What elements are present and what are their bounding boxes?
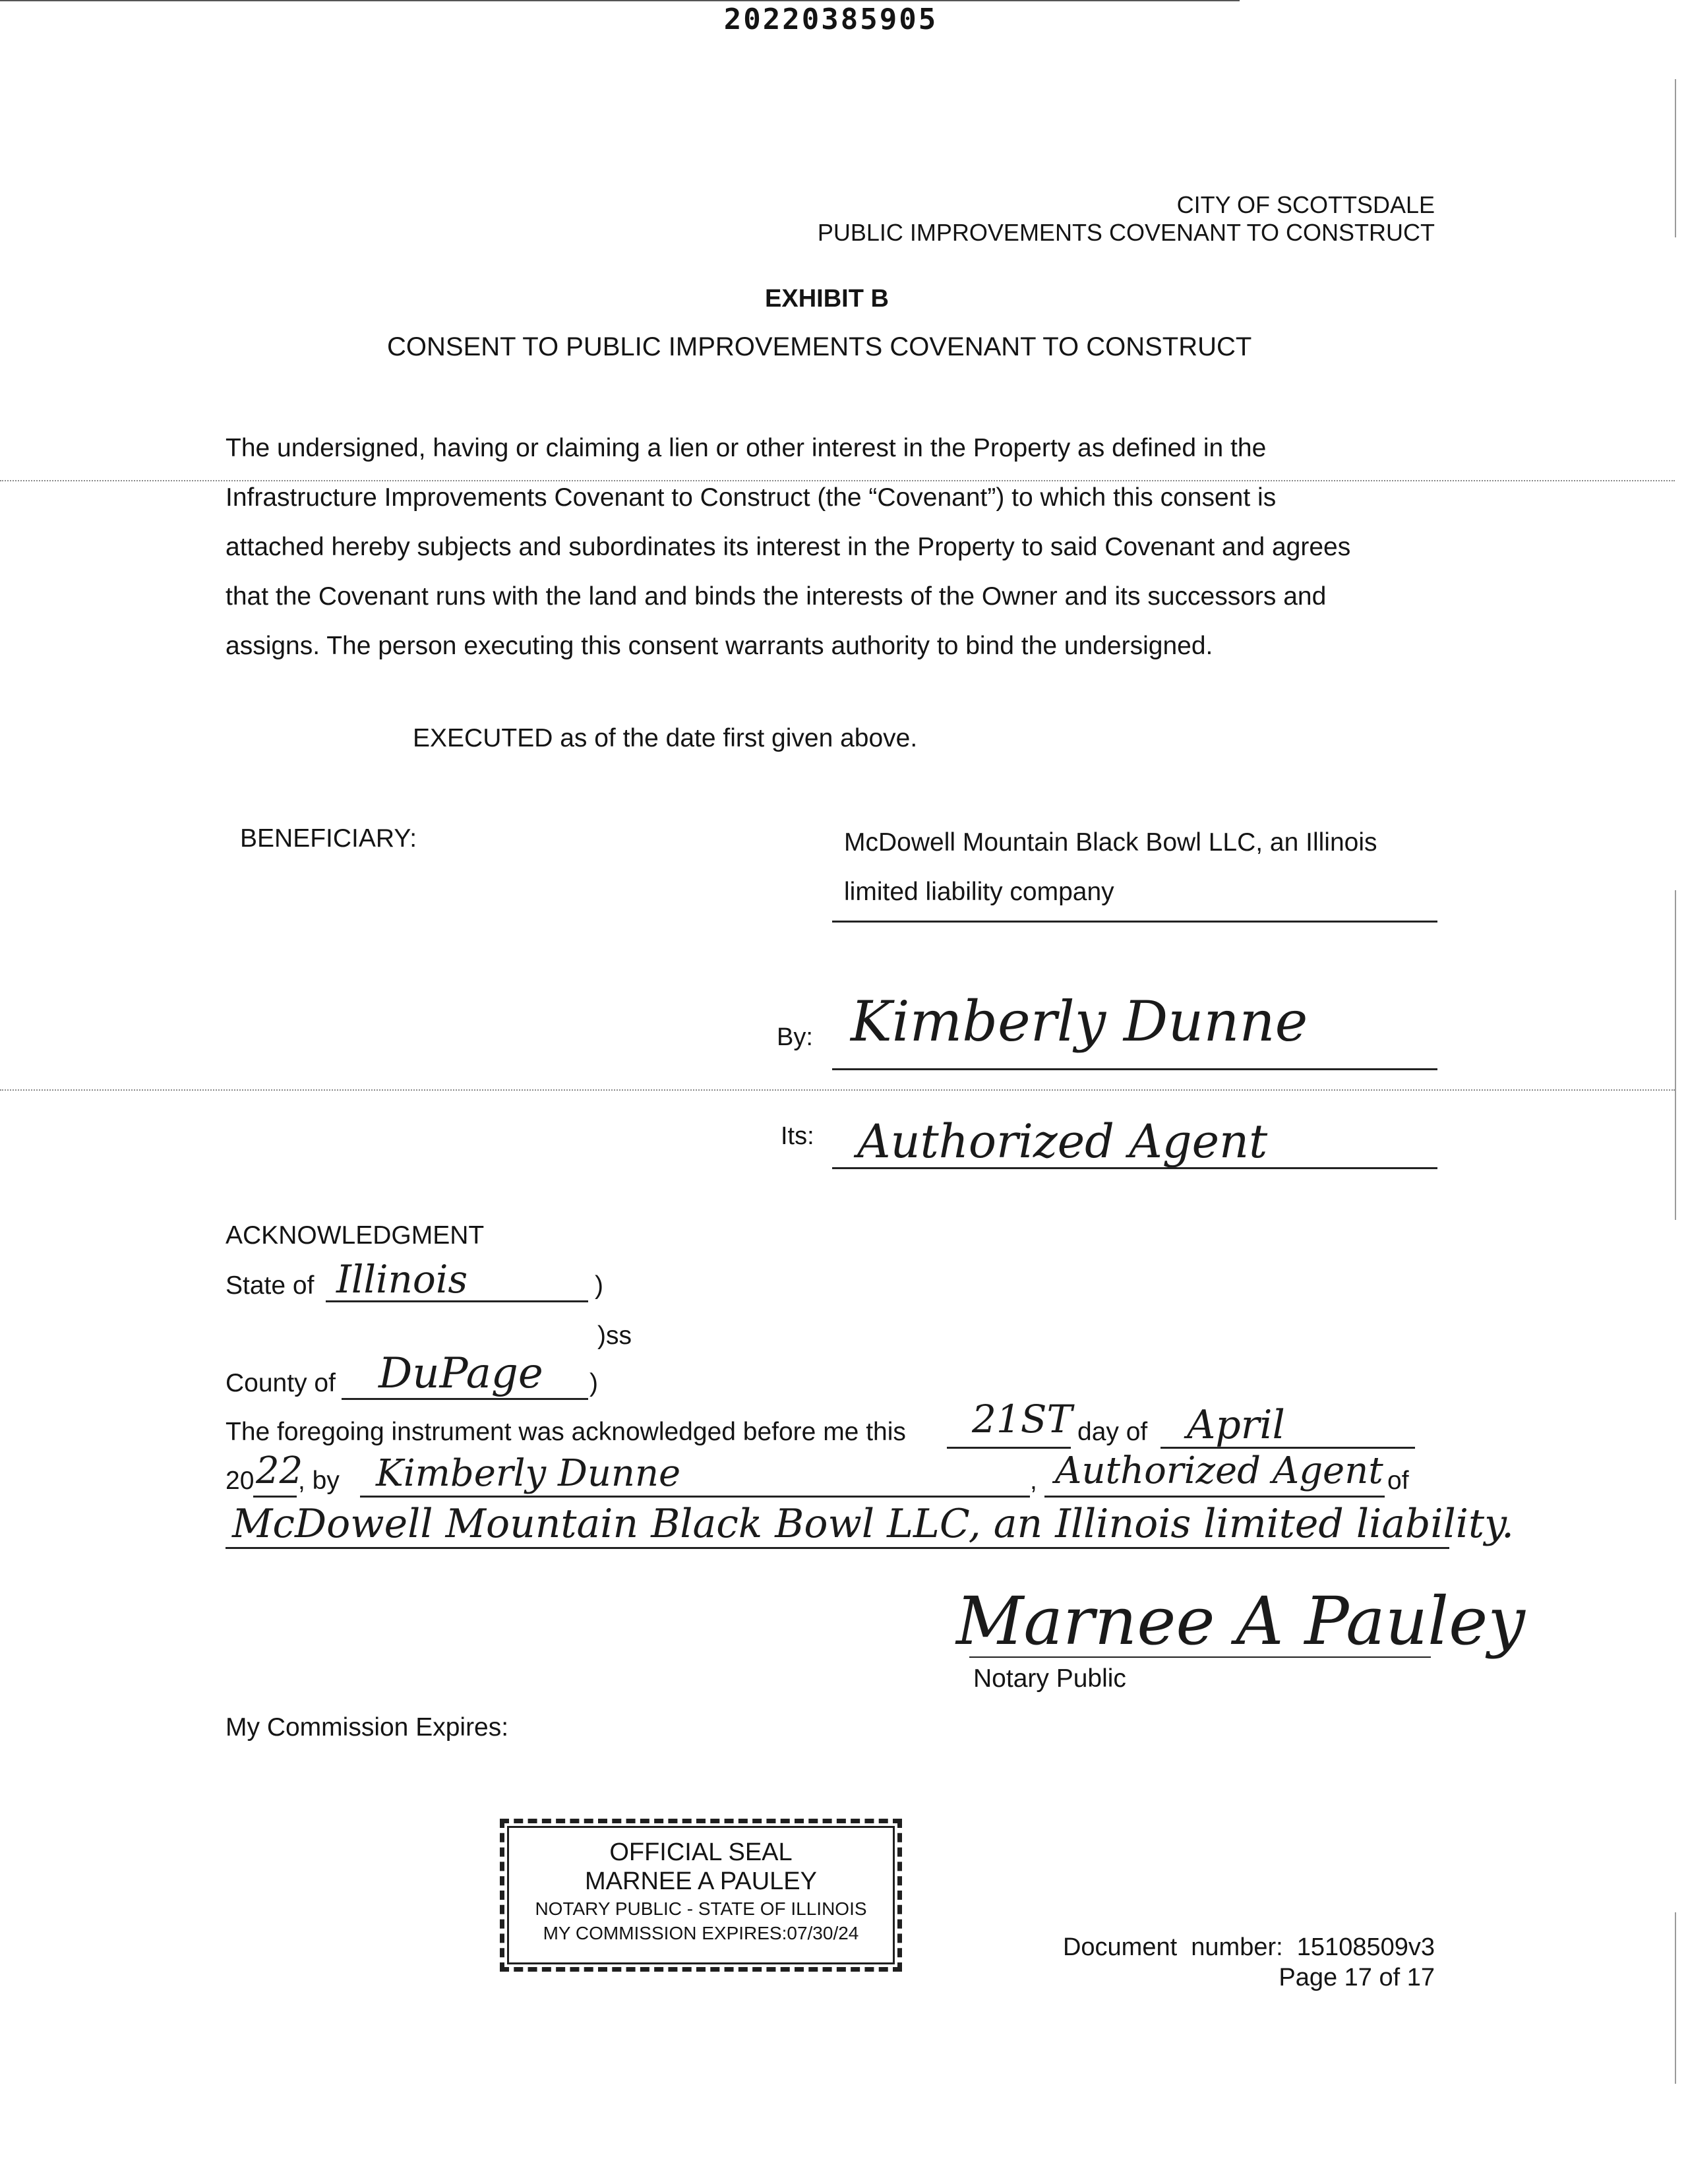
by-signature-line [832, 1068, 1437, 1070]
scan-edge-mark [1675, 79, 1676, 237]
acknowledgment-sentence: The foregoing instrument was acknowledged before me this [226, 1418, 906, 1446]
year-prefix: 20 [226, 1467, 255, 1495]
its-label: Its: [781, 1122, 814, 1150]
person-value: Kimberly Dunne [376, 1452, 681, 1495]
acknowledgment-heading: ACKNOWLEDGMENT [226, 1221, 485, 1250]
month-underline [1160, 1447, 1415, 1449]
scan-edge-mark [1675, 1912, 1676, 2084]
paragraph-line: attached hereby subjects and subordinates its interest in the Property to said Covenant and agrees [226, 533, 1351, 561]
seal-line: MY COMMISSION EXPIRES:07/30/24 [543, 1923, 859, 1943]
header-title: PUBLIC IMPROVEMENTS COVENANT TO CONSTRUCT [817, 219, 1435, 246]
year-by-label: , by [298, 1467, 340, 1495]
notary-signature: Marnee A Pauley [956, 1583, 1525, 1660]
county-paren: ) [589, 1369, 598, 1397]
county-value: DuPage [378, 1349, 543, 1398]
recording-number: 20220385905 [723, 3, 938, 36]
notary-public-label: Notary Public [973, 1664, 1126, 1693]
capacity-underline [1044, 1496, 1385, 1498]
footer [1063, 1932, 1435, 1993]
document-number: Document number: 15108509v3 [1062, 1933, 1435, 1961]
its-line [832, 1167, 1437, 1169]
notary-signature-line [969, 1656, 1431, 1658]
beneficiary-signature: Kimberly Dunne [851, 989, 1308, 1054]
year-value: 22 [256, 1449, 303, 1492]
state-paren: ) [595, 1271, 603, 1300]
paragraph-line: that the Covenant runs with the land and binds the interests of the Owner and its successors and [226, 582, 1327, 611]
document-header [818, 191, 1435, 247]
month-value: April [1187, 1402, 1285, 1448]
paragraph-line: Infrastructure Improvements Covenant to Construct (the “Covenant”) to which this consent is [226, 483, 1277, 512]
county-label: County of [226, 1369, 336, 1397]
county-underline [342, 1398, 588, 1400]
header-city: CITY OF SCOTTSDALE [1176, 191, 1435, 218]
top-scan-rule [0, 0, 1240, 1]
seal-line: MARNEE A PAULEY [585, 1867, 817, 1895]
state-value: Illinois [336, 1257, 468, 1302]
paragraph-line: The undersigned, having or claiming a lien or other interest in the Property as defined in the [226, 434, 1267, 462]
year-underline [253, 1496, 297, 1498]
person-comma: , [1030, 1467, 1037, 1495]
ss-label: )ss [597, 1321, 632, 1350]
beneficiary-name-line: limited liability company [844, 878, 1114, 906]
beneficiary-label: BENEFICIARY: [240, 824, 417, 853]
notary-seal-stamp [500, 1819, 902, 1972]
exhibit-title: EXHIBIT B [765, 285, 889, 313]
commission-expires-label: My Commission Expires: [226, 1713, 509, 1742]
by-label: By: [777, 1023, 813, 1051]
beneficiary-name [844, 818, 1377, 917]
its-title-handwritten: Authorized Agent [857, 1114, 1268, 1168]
entity-value: McDowell Mountain Black Bowl LLC, an Illinois limited liability. [232, 1501, 1515, 1547]
scan-line [0, 1089, 1675, 1091]
executed-line: EXECUTED as of the date first given above. [413, 724, 918, 752]
day-underline [947, 1447, 1071, 1449]
seal-line: NOTARY PUBLIC - STATE OF ILLINOIS [535, 1898, 867, 1919]
entity-underline [226, 1547, 1449, 1549]
day-of-label: day of [1077, 1418, 1148, 1446]
page-number: Page 17 of 17 [1279, 1964, 1435, 1991]
beneficiary-name-line: McDowell Mountain Black Bowl LLC, an Illinois [844, 828, 1377, 857]
capacity-value: Authorized Agent [1055, 1449, 1383, 1492]
person-underline [360, 1496, 1030, 1498]
state-label: State of [226, 1271, 315, 1300]
consent-paragraph [226, 423, 1452, 671]
seal-line: OFFICIAL SEAL [609, 1838, 793, 1866]
of-label: of [1387, 1467, 1409, 1495]
day-value: 21ST [972, 1397, 1073, 1441]
beneficiary-name-underline [832, 921, 1437, 923]
state-underline [326, 1300, 588, 1302]
scan-edge-mark [1675, 890, 1676, 1220]
exhibit-subtitle: CONSENT TO PUBLIC IMPROVEMENTS COVENANT TO CONSTRUCT [387, 332, 1252, 361]
paragraph-line: assigns. The person executing this consent warrants authority to bind the undersigned. [226, 632, 1213, 660]
